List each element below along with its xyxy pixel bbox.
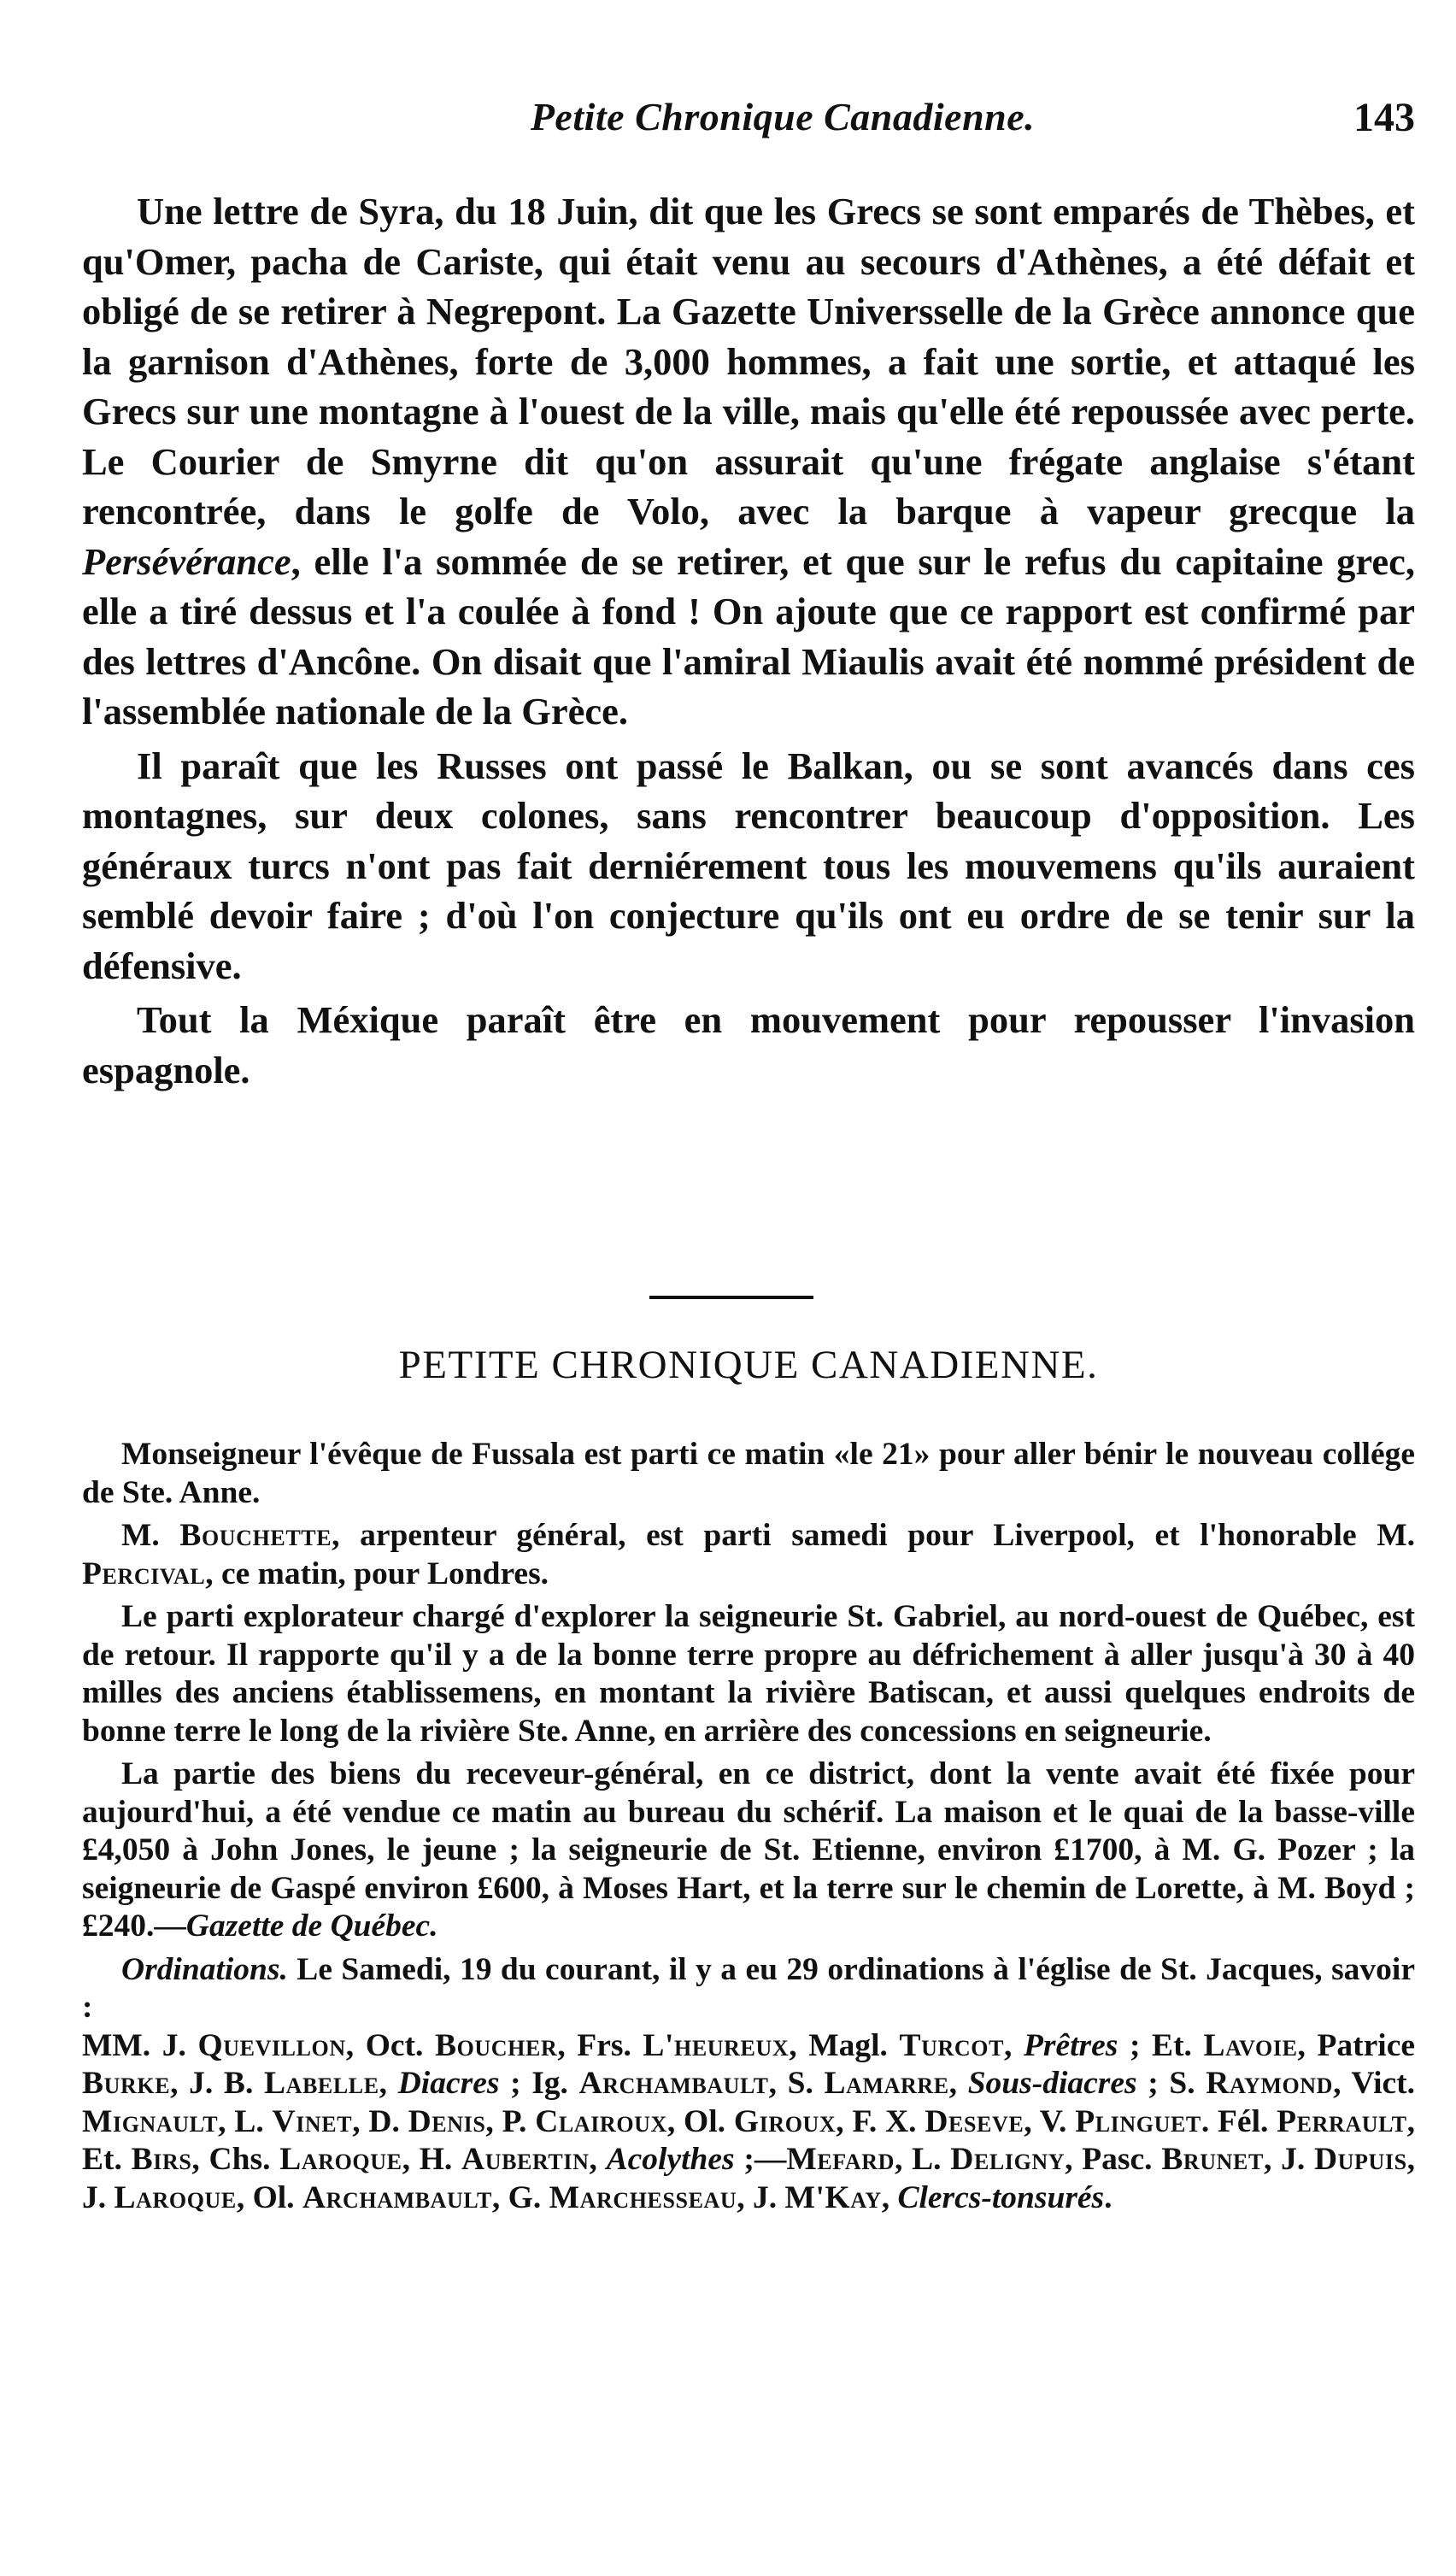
- text: , J.: [1263, 2142, 1314, 2177]
- text: ,: [1004, 2027, 1024, 2063]
- rank-label: Clercs-tonsurés: [897, 2179, 1105, 2215]
- person-name: Clairoux: [535, 2103, 667, 2139]
- rank-label: Diacres: [397, 2066, 500, 2101]
- text: , Et.: [82, 2103, 1415, 2177]
- person-name: Mignault: [82, 2103, 219, 2139]
- text: , Patrice: [1297, 2027, 1415, 2063]
- text: , F. X.: [836, 2103, 925, 2139]
- person-name: Denis: [408, 2103, 486, 2139]
- running-title: Petite Chronique Canadienne.: [530, 95, 1036, 138]
- text: , Oct.: [345, 2027, 435, 2063]
- text: , Frs.: [557, 2027, 643, 2063]
- person-name: Archambault: [578, 2066, 769, 2101]
- chronicle-text: , ce matin, pour Londres.: [205, 1556, 549, 1591]
- person-name: Quevillon: [197, 2027, 346, 2063]
- text: . Fél.: [1201, 2103, 1277, 2139]
- chronicle-text: , arpenteur général, est parti samedi pour Liverpool, et l'honorable M.: [332, 1518, 1415, 1553]
- news-paragraph-russia: Il paraît que les Russes ont passé le Balkan, ou se sont avancés dans ces montagnes, sur deux colones, sans rencontrer beaucoup d'opposition. Les généraux turcs n'ont pas fait derniérement tous les mouvemens qu'ils auraient semblé devoir faire ; d'où l'on conjecture qu'ils ont eu ordre de se tenir sur la défensive.: [82, 744, 1415, 987]
- person-name: Burke: [82, 2066, 171, 2101]
- person-name: Lavoie: [1203, 2027, 1298, 2063]
- person-name: Aubertin: [461, 2142, 590, 2177]
- section-title: PETITE CHRONIQUE CANADIENNE.: [398, 1343, 1099, 1387]
- news-paragraph-greece: [82, 186, 1415, 737]
- person-name: Archambault: [302, 2179, 492, 2215]
- chronicle-paragraph-bishop: Monseigneur l'évêque de Fussala est parti ce matin «le 21» pour aller bénir le nouveau collége de Ste. Anne.: [82, 1437, 1415, 1510]
- rank-label: Acolythes: [606, 2142, 735, 2177]
- chronicle-text: La partie des biens du receveur-général, en ce district, dont la vente avait été fixée pour aujourd'hui, a été vendue ce matin au bureau du schérif. La maison et le quai de la basse-ville £4,050 à John Jones, le jeune ; la seigneurie de St. Etienne, environ £1700, à M. G. Pozer ; la seigneurie de Gaspé environ £600, à Moses Hart, et la terre sur le chemin de Lorette, à M. Boyd ; £240.—: [82, 1756, 1415, 1944]
- text: , J.: [737, 2179, 785, 2215]
- text: , L.: [894, 2142, 951, 2177]
- foreign-news: [82, 186, 1415, 1099]
- text: ; Ig.: [499, 2066, 579, 2101]
- ordinations-lead: Ordinations.: [121, 1951, 288, 1987]
- person-name: L'heureux: [643, 2027, 790, 2063]
- person-name: Perrault: [1277, 2103, 1407, 2139]
- person-name: Dupuis: [1313, 2142, 1407, 2177]
- chronicle-paragraph-sale: [82, 1756, 1415, 1946]
- person-name: Brunet: [1161, 2142, 1264, 2177]
- text: ,: [948, 2066, 968, 2101]
- person-name: Turcot: [899, 2027, 1005, 2063]
- chronicle-text: M.: [121, 1518, 180, 1553]
- person-name: Birs: [131, 2142, 192, 2177]
- person-name: Boucher: [434, 2027, 558, 2063]
- person-name: M'Kay: [784, 2179, 882, 2215]
- person-name: Percival: [82, 1556, 206, 1591]
- chronicle-paragraph-departures: [82, 1517, 1415, 1593]
- text: , V.: [1024, 2103, 1076, 2139]
- text: , Chs.: [191, 2142, 280, 2177]
- rank-label: Sous-diacres: [967, 2066, 1137, 2101]
- chronicle-paragraph-ordinations: [82, 1951, 1415, 2218]
- person-name: Bouchette: [179, 1518, 332, 1553]
- section-divider: [649, 1296, 813, 1299]
- text: ,: [881, 2179, 898, 2215]
- text: , P.: [485, 2103, 536, 2139]
- text: ; S.: [1136, 2066, 1206, 2101]
- text: ,: [379, 2066, 398, 2101]
- chronicle-paragraph-explorers: Le parti explorateur chargé d'explorer la seigneurie St. Gabriel, au nord-ouest de Québec, est de retour. Il rapporte qu'il y a de la bonne terre propre au défrichement à aller jusqu'à 30 à 40 milles des anciens établissemens, en montant la rivière Batiscan, et aussi quelques endroits de bonne terre le long de la rivière Ste. Anne, en arrière des concessions en seigneurie.: [82, 1599, 1415, 1749]
- canadian-chronicle: [82, 1436, 1415, 2217]
- person-name: Laroque: [279, 2142, 402, 2177]
- text: , J. B.: [170, 2066, 264, 2101]
- person-name: Raymond: [1206, 2066, 1334, 2101]
- text: , S.: [768, 2066, 825, 2101]
- running-header: [82, 94, 1415, 162]
- text: , H.: [402, 2142, 462, 2177]
- text: ;—: [734, 2142, 787, 2177]
- text: , Pasc.: [1065, 2142, 1162, 2177]
- page-number: 143: [1353, 95, 1415, 140]
- rank-label: Prêtres: [1023, 2027, 1118, 2063]
- text: ; Et.: [1118, 2027, 1204, 2063]
- text: ,: [589, 2142, 607, 2177]
- chronicle-text: Le Samedi, 19 du courant, il y a eu 29 ordinations à l'église de St. Jacques, savoir :: [82, 1951, 1415, 2025]
- person-name: Marchesseau: [549, 2179, 737, 2215]
- text: , Ol.: [666, 2103, 734, 2139]
- text: MM. J.: [82, 2027, 198, 2063]
- text: .: [1104, 2179, 1113, 2215]
- news-text: Une lettre de Syra, du 18 Juin, dit que les Grecs se sont emparés de Thèbes, et qu'Omer, pacha de Cariste, qui était venu au secours d'Athènes, a été défait et obligé de se retirer à Negrepont. La Gazette Universselle de la Grèce annonce que la garnison d'Athènes, forte de 3,000 hommes, a fait une sortie, et attaqué les Grecs sur une montagne à l'ouest de la ville, mais qu'elle été repoussée avec perte. Le Courier de Smyrne dit qu'on assurait qu'une frégate anglaise s'étant rencontrée, dans le golfe de Volo, avec la barque à vapeur grecque la: [82, 190, 1415, 532]
- ship-name: Persévérance: [82, 539, 291, 583]
- news-text: , elle l'a sommée de se retirer, et que sur le refus du capitaine grec, elle a tiré dessus et l'a coulée à fond ! On ajoute que ce rapport est confirmé par des lettres d'Ancône. On disait que l'amiral Miaulis avait été nommé président de l'assemblée nationale de la Grèce.: [82, 539, 1415, 732]
- person-name: Labelle: [263, 2066, 379, 2101]
- person-name: Vinet: [272, 2103, 353, 2139]
- source-citation: Gazette de Québec.: [185, 1908, 438, 1944]
- person-name: Plinguet: [1075, 2103, 1201, 2139]
- news-paragraph-mexico: Tout la Méxique paraît être en mouvement pour repousser l'invasion espagnole.: [82, 998, 1415, 1091]
- person-name: Lamarre: [824, 2066, 949, 2101]
- text: , Vict.: [1333, 2066, 1416, 2101]
- text: , L.: [218, 2103, 273, 2139]
- text: , G.: [491, 2179, 549, 2215]
- text: , Magl.: [789, 2027, 900, 2063]
- text: , Ol.: [236, 2179, 302, 2215]
- person-name: Mefard: [786, 2142, 895, 2177]
- person-name: Deligny: [950, 2142, 1066, 2177]
- text: , D.: [352, 2103, 408, 2139]
- text: , J.: [82, 2142, 1416, 2215]
- person-name: Giroux: [733, 2103, 837, 2139]
- person-name: Deseve: [925, 2103, 1024, 2139]
- person-name: Laroque: [114, 2179, 237, 2215]
